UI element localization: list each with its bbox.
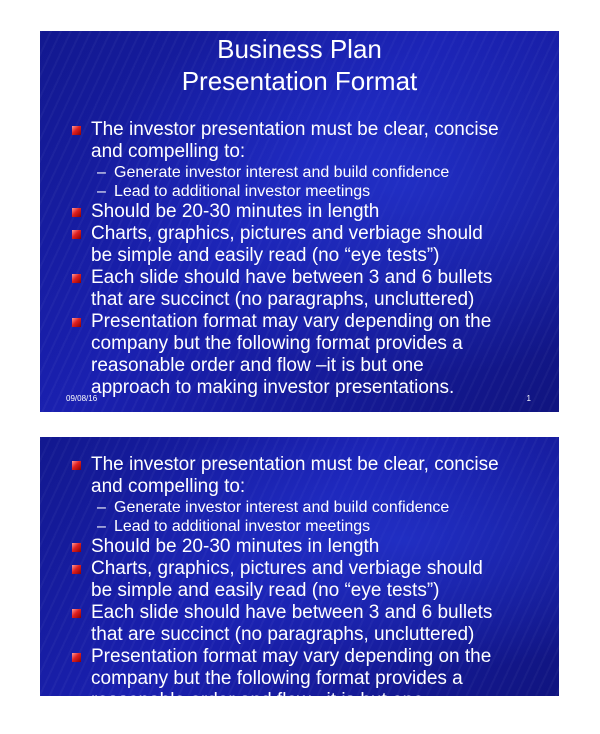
square-bullet-icon <box>72 565 81 574</box>
bullet-line: Presentation format may vary depending on the <box>91 646 492 667</box>
sub-bullet-list <box>91 498 549 536</box>
bullet-line: Presentation format may vary depending on the <box>91 311 492 332</box>
slide-date: 09/08/16 <box>66 394 98 403</box>
bullet-item <box>72 223 549 267</box>
dash-bullet-icon: – <box>97 164 106 181</box>
dash-bullet-icon: – <box>97 518 106 535</box>
bullet-line: reasonable order and flow –it is but one <box>91 690 424 711</box>
bullet-item <box>72 646 549 734</box>
bullet-line: that are succinct (no paragraphs, uncluttered) <box>91 289 475 310</box>
bullet-line: company but the following format provides a <box>91 668 463 689</box>
bullet-line: be simple and easily read (no “eye tests”) <box>91 580 440 601</box>
sub-bullet-item <box>91 498 549 517</box>
sub-bullet-text: Generate investor interest and build confidence <box>114 164 450 181</box>
square-bullet-icon <box>72 274 81 283</box>
square-bullet-icon <box>72 543 81 552</box>
bullet-line: and compelling to: <box>91 141 246 162</box>
bullet-item <box>72 201 549 223</box>
bullet-line: Should be 20-30 minutes in length <box>91 536 380 557</box>
bullet-line: approach to making investor presentations. <box>91 712 455 733</box>
dash-bullet-icon: – <box>97 499 106 516</box>
bullet-item <box>72 119 549 201</box>
sub-bullet-list <box>91 163 549 201</box>
sub-bullet-item <box>91 517 549 536</box>
dash-bullet-icon: – <box>97 183 106 200</box>
bullet-list <box>72 119 549 399</box>
sub-bullet-text: Lead to additional investor meetings <box>114 518 371 535</box>
bullet-line: approach to making investor presentations. <box>91 377 455 398</box>
title-line: Presentation Format <box>181 66 418 96</box>
sub-bullet-text: Generate investor interest and build confidence <box>114 499 450 516</box>
bullet-line: reasonable order and flow –it is but one <box>91 355 424 376</box>
slide-1 <box>40 31 559 412</box>
bullet-line: that are succinct (no paragraphs, uncluttered) <box>91 624 475 645</box>
slide-number: 1 <box>526 394 531 403</box>
title-line: Business Plan <box>217 34 382 64</box>
bullet-line: The investor presentation must be clear, concise <box>91 119 499 140</box>
bullet-line: Should be 20-30 minutes in length <box>91 201 380 222</box>
square-bullet-icon <box>72 318 81 327</box>
square-bullet-icon <box>72 126 81 135</box>
bullet-item <box>72 267 549 311</box>
bullet-line: company but the following format provides a <box>91 333 463 354</box>
sub-bullet-text: Lead to additional investor meetings <box>114 183 371 200</box>
bullet-item <box>72 311 549 399</box>
square-bullet-icon <box>72 230 81 239</box>
bullet-item <box>72 536 549 558</box>
bullet-line: be simple and easily read (no “eye tests”) <box>91 245 440 266</box>
bullet-line: Each slide should have between 3 and 6 bullets <box>91 267 493 288</box>
sub-bullet-item <box>91 182 549 201</box>
bullet-line: Each slide should have between 3 and 6 bullets <box>91 602 493 623</box>
bullet-line: Charts, graphics, pictures and verbiage should <box>91 223 483 244</box>
bullet-list <box>72 454 549 734</box>
bullet-item <box>72 558 549 602</box>
square-bullet-icon <box>72 208 81 217</box>
sub-bullet-item <box>91 163 549 182</box>
bullet-line: and compelling to: <box>91 476 246 497</box>
slide-title <box>40 33 559 97</box>
slide-2 <box>40 437 559 733</box>
square-bullet-icon <box>72 653 81 662</box>
bullet-line: The investor presentation must be clear, concise <box>91 454 499 475</box>
bullet-line: Charts, graphics, pictures and verbiage should <box>91 558 483 579</box>
square-bullet-icon <box>72 461 81 470</box>
bullet-item <box>72 454 549 536</box>
square-bullet-icon <box>72 609 81 618</box>
bullet-item <box>72 602 549 646</box>
